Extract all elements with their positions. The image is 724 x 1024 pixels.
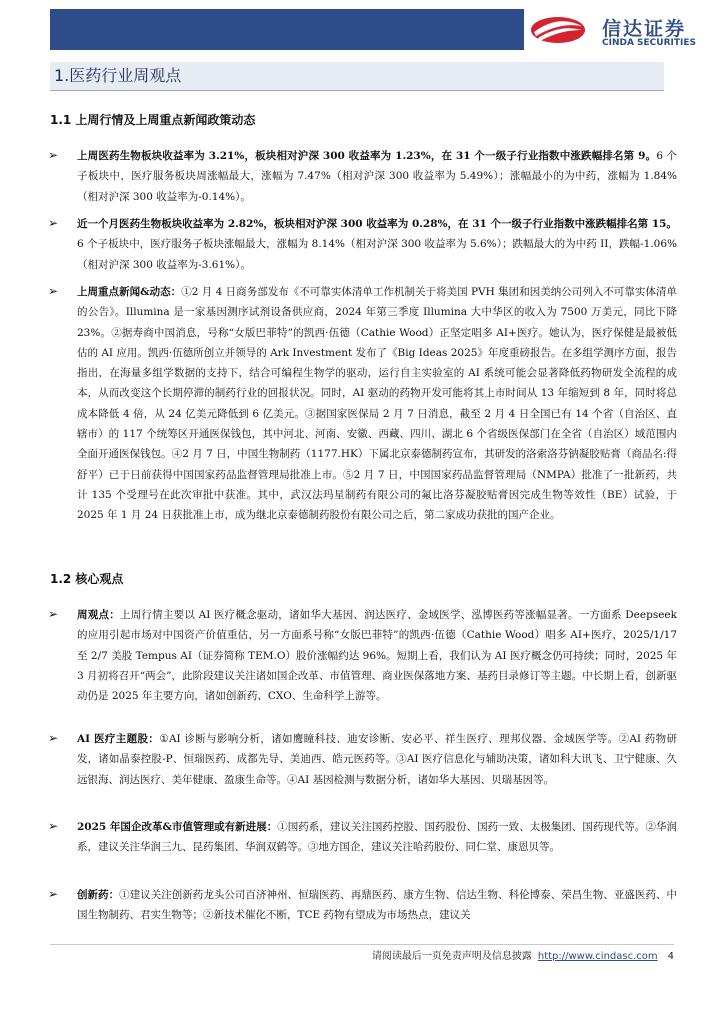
paragraph-body: ①AI 诊断与影响分析，诸如鹰瞳科技、迪安诊断、安必平、祥生医疗、理邦仪器、金域医学等。②AI 药物研发，诸如晶泰控股-P、恒瑞医药、成都先导、美迪西、皓元医药等。③AI 医疗信息化与辅助决策，诸如科大讯飞、卫宁健康、久远银海、润达医疗、美年健康、盈康生命等。④AI 基因检测与数据分析，诸如华大基因、贝瑞基因等。 [77,733,677,786]
paragraph-weekly-view [77,605,677,706]
paragraph-monthly-return [77,214,677,275]
paragraph-ai-theme [77,729,677,790]
page-footer [0,947,674,962]
bullet-arrow-icon: ➢ [48,819,59,833]
bullet-arrow-icon: ➢ [48,284,59,298]
company-logo [530,12,710,48]
paragraph-body: ①2 月 4 日商务部发布《不可靠实体清单工作机制关于将美国 PVH 集团和因美纳公司列入不可靠实体清单的公告》。Illumina 是一家基因测序试剂设备供应商，2024 年第三季度 Illumina 大中华区的收入为 7500 万美元，同比下降 23%。②据寿商中国消息，号称“女版巴菲特”的凯西·伍德（Cathie Wood）正坚定唱多 AI+医疗。她认为，医疗保健是最被低估的 AI 应用。凯西·伍德所创立并领导的 Ark Investment 发布了《Big Ideas 2025》年度重磅报告。在多组学测序方面，报告指出，在海量多组学数据的支持下，结合可编程生物学的驱动，运行自主实验室的 AI 系统可能会显著降低药物研发全流程的成本，从而改变这个长期停滞的制药行业的回报状况。同时，AI 驱动的药物开发可能将其上市时间从 13 年缩短到 8 年，同时将总成本降低 4 倍，从 24 亿美元降低到 6 亿美元。③据国家医保局 2 月 7 日消息，截至 2 月 4 日全国已有 14 个省（自治区、直辖市）的 117 个统筹区开通医保钱包，其中河北、河南、安徽、西藏、四川、湖北 6 个省级医保部门在全省（自治区）域范围内全面开通医保钱包。④2 月 7 日，中国生物制药（1177.HK）下属北京泰德制药宣布，其研发的洛索洛芬钠凝胶贴膏（商品名:得舒平）已于日前获得中国国家药品监督管理局批准上市。⑤2 月 7 日，中国国家药品监督管理局（NMPA）批准了一批新药，共计 135 个受理号在此次审批中获准。其中，武汉法玛星制药有限公司的氟比洛芬凝胶贴膏因完成生物等效性（BE）试验，于 2025 年 1 月 24 日获批准上市，成为继北京泰德制药股份有限公司之后，第二家成功获批的国产企业。 [77,286,677,522]
bullet-arrow-icon: ➢ [48,148,59,162]
logo-chinese-name: 信达证券 [602,18,687,40]
section-title: 1.医药行业周观点 [50,62,664,90]
section-divider [50,90,664,91]
paragraph-lead: 周观点： [77,609,120,621]
paragraph-body: ①国药系，建议关注国药控股、国药股份、国药一致、太极集团、国药现代等。②华润系，建议关注华润三九、昆药集团、华润双鹤等。③地方国企，建议关注哈药股份、同仁堂、康恩贝等。 [77,821,677,854]
paragraph-soe-reform [77,817,677,858]
bullet-arrow-icon: ➢ [48,887,59,901]
bullet-arrow-icon: ➢ [48,607,59,621]
paragraph-lead: AI 医疗主题股： [77,733,160,745]
page-number: 4 [667,951,674,962]
paragraph-body: 6 个子板块中，医疗服务板块周涨幅最大，涨幅为 7.47%（相对沪深 300 收益率为 5.49%）；涨幅最小的为中药，涨幅为 1.84%（相对沪深 300 收益率为-0.14%）。 [77,150,677,203]
logo-english-name: CINDA SECURITIES [602,38,696,48]
bullet-arrow-icon: ➢ [48,216,59,230]
paragraph-body: 6 个子板块中，医疗服务子板块涨幅最大，涨幅为 8.14%（相对沪深 300 收益率为 5.6%）；跌幅最大的为中药 II，跌幅-1.06%（相对沪深 300 收益率为-3.61%）。 [77,238,677,271]
paragraph-lead: 上周重点新闻&动态： [77,286,182,298]
footer-divider [50,944,674,945]
paragraph-news [77,282,677,526]
paragraph-lead: 2025 年国企改革&市值管理或有新进展： [77,821,278,833]
paragraph-innovative-drugs [77,885,677,926]
paragraph-body: 上周行情主要以 AI 医疗概念驱动，诸如华大基因、润达医疗、金域医学、泓博医药等涨幅显著。一方面系 Deepseek 的应用引起市场对中国资产价值重估，另一方面系号称“女版巴菲特”的凯西·伍德（Cathie Wood）唱多 AI+医疗，2025/1/17 至 2/7 美股 Tempus AI（证券简称 TEM.O）股价涨幅约达 96%。短期上看，我们认为 AI 医疗概念仍可持续；同时，2025 年 3 月初将召开“两会”，此阶段建议关注诸如国企改革、市值管理、商业医保落地方案、基药目录修订等主题。中长期上看，创新驱动仍是 2025 年主要方向，诸如创新药、CXO、生命科学上游等。 [77,609,678,703]
header-bar [50,9,524,50]
footer-website-link[interactable]: http://www.cindasc.com [537,951,658,962]
subsection-title-1-2: 1.2 核心观点 [50,572,124,586]
paragraph-body: ①建议关注创新药龙头公司百济神州、恒瑞医药、再鼎医药、康方生物、信达生物、科伦博泰、荣昌生物、亚盛医药、中国生物制药、君实生物等；②新技术催化不断，TCE 药物有望成为市场热点，建议关 [77,889,677,922]
paragraph-lead: 创新药： [77,889,120,901]
bullet-arrow-icon: ➢ [48,731,59,745]
paragraph-lead: 上周医药生物板块收益率为 3.21%，板块相对沪深 300 收益率为 1.23%，在 31 个一级子行业指数中涨跌幅排名第 9。 [77,150,657,162]
paragraph-lead: 近一个月医药生物板块收益率为 2.82%，板块相对沪深 300 收益率为 0.28%，在 31 个一级子行业指数中涨跌幅排名第 15。 [77,218,677,230]
footer-disclaimer: 请阅读最后一页免责声明及信息披露 [371,951,532,962]
paragraph-weekly-return [77,146,677,207]
subsection-title-1-1: 1.1 上周行情及上周重点新闻政策动态 [50,113,256,127]
cinda-logo-icon [530,16,586,44]
